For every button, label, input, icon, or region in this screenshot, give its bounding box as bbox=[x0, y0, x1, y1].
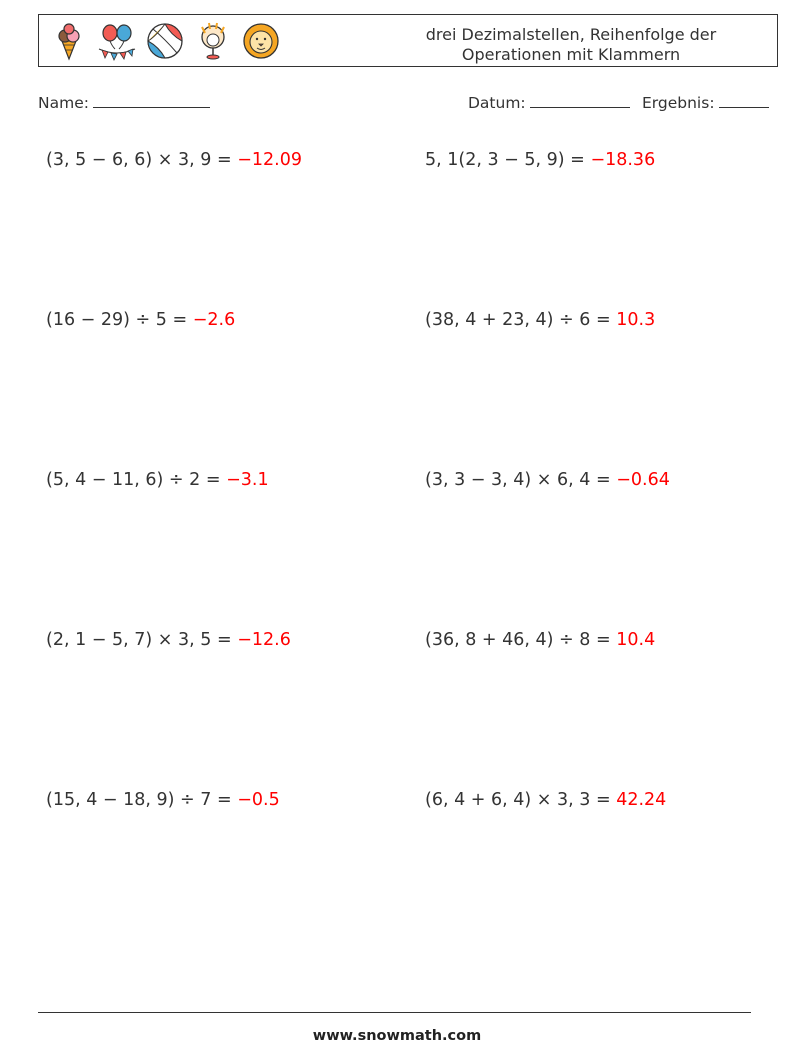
problem-answer: 42.24 bbox=[616, 790, 667, 810]
date-field bbox=[468, 93, 630, 112]
worksheet-title bbox=[411, 25, 731, 65]
problem-5 bbox=[46, 470, 269, 490]
header-icons bbox=[49, 21, 281, 61]
problem-expression: (16 − 29) ÷ 5 = bbox=[46, 310, 188, 330]
title-line-1: drei Dezimalstellen, Reihenfolge der bbox=[425, 25, 717, 44]
problem-6 bbox=[425, 470, 670, 490]
name-label: Name: bbox=[38, 94, 89, 112]
problem-expression: (38, 4 + 23, 4) ÷ 6 = bbox=[425, 310, 611, 330]
problem-expression: (36, 8 + 46, 4) ÷ 8 = bbox=[425, 630, 611, 650]
problem-3 bbox=[46, 310, 235, 330]
footer-website[interactable]: www.snowmath.com bbox=[312, 1028, 482, 1044]
date-input-line[interactable] bbox=[530, 93, 630, 108]
problem-answer: −0.64 bbox=[616, 470, 670, 490]
problem-answer: −2.6 bbox=[192, 310, 236, 330]
problem-expression: (15, 4 − 18, 9) ÷ 7 = bbox=[46, 790, 232, 810]
problem-answer: −12.09 bbox=[237, 150, 302, 170]
worksheet-header bbox=[38, 14, 778, 67]
problem-4 bbox=[425, 310, 655, 330]
circus-mirror-icon bbox=[193, 21, 233, 61]
problem-1 bbox=[46, 150, 302, 170]
problem-answer: −0.5 bbox=[237, 790, 280, 810]
name-input-line[interactable] bbox=[93, 93, 210, 108]
ice-cream-icon bbox=[49, 21, 89, 61]
name-field bbox=[38, 93, 210, 112]
result-input-line[interactable] bbox=[719, 93, 769, 108]
problem-2 bbox=[425, 150, 655, 170]
problem-expression: (5, 4 − 11, 6) ÷ 2 = bbox=[46, 470, 221, 490]
beach-ball-icon bbox=[145, 21, 185, 61]
problem-8 bbox=[425, 630, 655, 650]
lion-icon bbox=[241, 21, 281, 61]
title-line-2: Operationen mit Klammern bbox=[461, 45, 681, 64]
problem-answer: 10.3 bbox=[616, 310, 656, 330]
result-field bbox=[642, 93, 769, 112]
problem-answer: 10.4 bbox=[616, 630, 656, 650]
problem-7 bbox=[46, 630, 291, 650]
problem-answer: −3.1 bbox=[226, 470, 269, 490]
problem-expression: (3, 5 − 6, 6) × 3, 9 = bbox=[46, 150, 232, 170]
problem-expression: (3, 3 − 3, 4) × 6, 4 = bbox=[425, 470, 611, 490]
date-label: Datum: bbox=[468, 94, 526, 112]
balloons-bunting-icon bbox=[97, 21, 137, 61]
problem-expression: 5, 1(2, 3 − 5, 9) = bbox=[425, 150, 585, 170]
result-label: Ergebnis: bbox=[642, 94, 715, 112]
problem-expression: (6, 4 + 6, 4) × 3, 3 = bbox=[425, 790, 611, 810]
problem-expression: (2, 1 − 5, 7) × 3, 5 = bbox=[46, 630, 232, 650]
problem-answer: −18.36 bbox=[590, 150, 656, 170]
problem-answer: −12.6 bbox=[237, 630, 291, 650]
footer-divider bbox=[38, 1012, 751, 1013]
problem-10 bbox=[425, 790, 666, 810]
problem-9 bbox=[46, 790, 280, 810]
